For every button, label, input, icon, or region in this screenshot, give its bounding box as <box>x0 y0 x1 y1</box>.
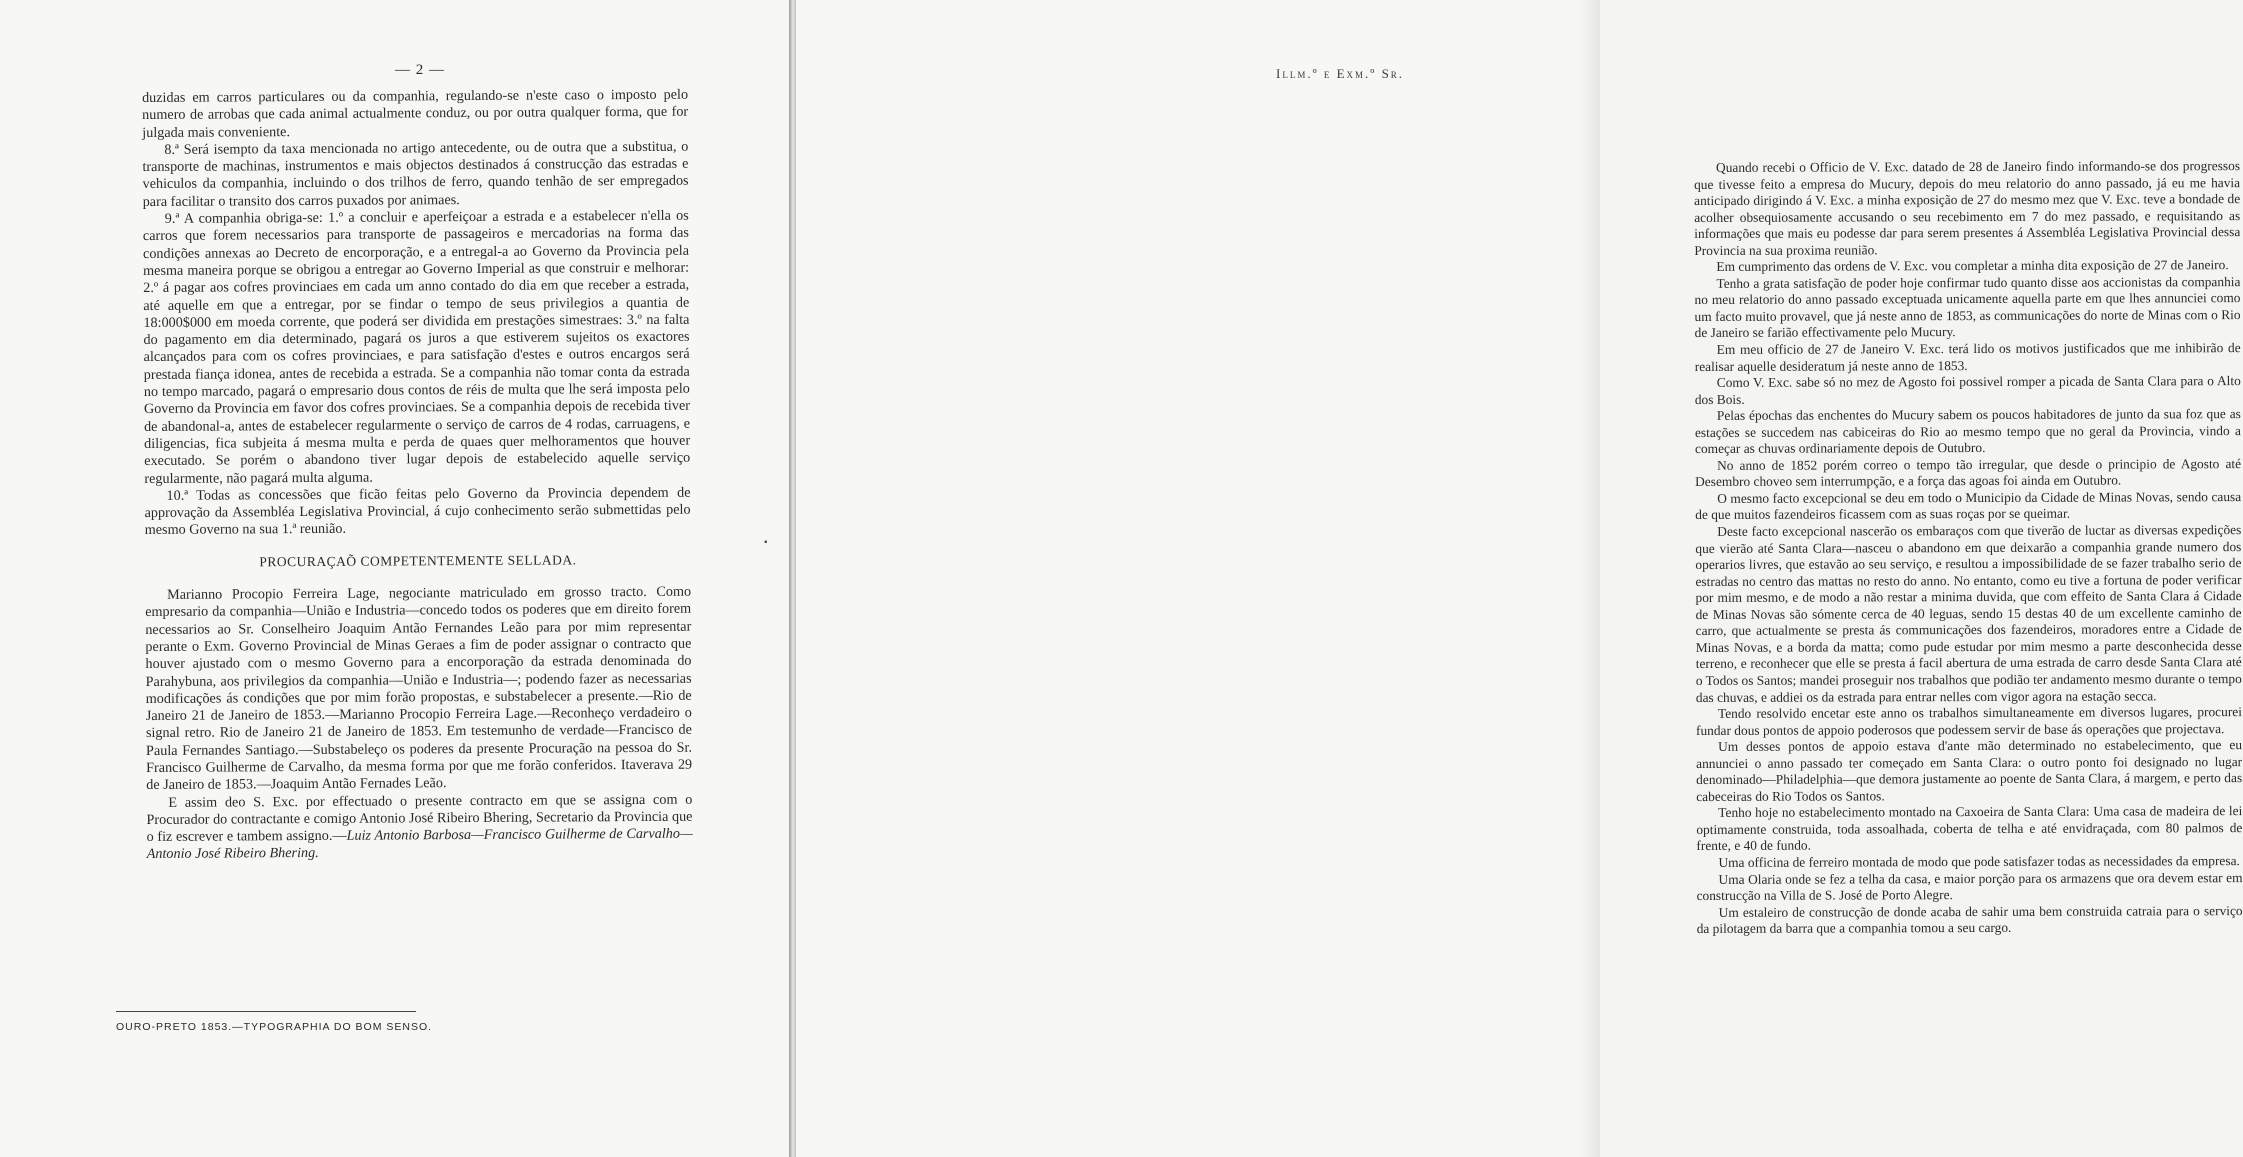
closing-text: E assim deo S. Exc. por effectuado o presente contracto em que se assigna com o Procurador do contractante e comigo Antonio José Ribeiro Bhering, Secretario da Provincia que o fiz escrever e tambem assigno.— <box>146 791 693 846</box>
paragraph-6: Pelas épochas das enchentes do Mucury sabem os poucos habitadores de junto da sua foz que as estações se succedem nas cabiceiras do Rio ao mesmo tempo que no geral da Provincia, vindo a começar as chuvas ordinariamente depois de Outubro. <box>1694 406 2241 457</box>
paragraph-article-8: 8.ª Será isempto da taxa mencionada no artigo antecedente, ou de outra que a substitua, o transporte de machinas, instrumentos e mais objectos destinados á construcção das estradas e vehiculos da companhia, incluindo o dos trilhos de ferro, quando tenhão de ser empregados para facilitar o transito dos carros puxados por animaes. <box>142 138 689 210</box>
running-head: Illm.º e Exm.º Sr. <box>1276 66 1405 81</box>
paragraph-2: Em cumprimento das ordens de V. Exc. vou completar a minha dita exposição de 27 de Janeiro. <box>1716 257 2229 275</box>
signatures: Luiz Antonio Barbosa—Francisco Guilherme de Carvalho—Antonio José Ribeiro Bhering. <box>146 825 693 863</box>
right-page <box>796 0 2243 1157</box>
paragraph-procuracao: Marianno Procopio Ferreira Lage, negociante matriculado em grosso tracto. Como empresario da companhia—União e Industria—concedo todos os poderes que em direito forem necessarios ao Sr. Conselheiro Joaquim Antão Fernandes Leão para por mim representar perante o Exm. Governo Provincial de Minas Geraes a fim de poder assignar o contracto que houver ajustado com o mesmo Governo para a encorporação da estrada denominada do Parahybuna, aos privilegios da companhia—União e Industria—; podendo fazer as necessarias modificações ás condições que por mim forão propostas, e substabelecer a presente.—Rio de Janeiro 21 de Janeiro de 1853.—Marianno Procopio Ferreira Lage.—Reconheço verdadeiro o signal retro. Rio de Janeiro 21 de Janeiro de 1853. Em testemunho de verdade—Francisco de Paula Fernandes Santiago.—Substabeleço os poderes da presente Procuração na pessoa do Sr. Francisco Guilherme de Carvalho, da mesma forma por que me forão conferidos. Itaverava 29 de Janeiro de 1853.—Joaquim Antão Fernades Leão. <box>145 583 693 794</box>
right-text-column <box>1694 158 2243 938</box>
page-edge <box>1578 0 1600 1157</box>
paragraph-10: Tendo resolvido encetar este anno os trabalhos simultaneamente em diversos lugares, procurei fundar dous pontos de appoio poderosos que podessem servir de base ás operações que projectava. <box>1695 704 2242 738</box>
book-gutter <box>789 0 796 1157</box>
paragraph-closing <box>146 791 692 864</box>
footer-rule <box>116 1011 416 1012</box>
paragraph-8: O mesmo facto excepcional se deu em todo o Municipio da Cidade de Minas Novas, sendo causa de que muitos fazendeiros ficassem com as suas roças por se queimar. <box>1695 489 2242 523</box>
paragraph-9: Deste facto excepcional nascerão os embaraços com que tiverão de luctar as diversas expedições que vierão até Santa Clara—nasceu o abandono em que deixarão a companhia grande numero dos operarios livres, que estavão ao seu serviço, e resultou a impossibilidade de se fazer trabalho serio de estradas no centro das mattas no resto do anno. No entanto, como eu tive a fortuna de poder verificar por mim mesmo, e de modo a não restar a minima duvida, que com effeito de Santa Clara á Cidade de Minas Novas são sómente cerca de 40 leguas, sendo 15 destas 40 de um excellente caminho de carro, que actualmente se presta ás communicações dos fazendeiros, moradores entre a Cidade de Minas Novas, e a borda da matta; como pude estudar por mim mesmo a parte desconhecida desse terreno, e reconhecer que elle se presta á facil abertura de uma estrada de carro desde Santa Clara até o Todos os Santos; mandei proseguir nos trabalhos que podião ter andamento mesmo durante o tempo das chuvas, e addiei os da estrada para entrar nelles com vigor agora na estação secca. <box>1695 522 2242 705</box>
paragraph-1: Quando recebi o Officio de V. Exc. datado de 28 de Janeiro findo informando-se dos progressos que tivesse feito a empresa do Mucury, depois do meu relatorio do anno passado, já eu me havia anticipado dirigindo á V. Exc. a minha exposição de 27 do mesmo mez que V. Exc. teve a bondade de acolher obsequiosamente accusando o seu recebimento em 7 do mez passado, e requisitando as informações que mais eu podesse dar para serem presentes á Assembléa Legislativa Provincial dessa Provincia na sua proxima reunião. <box>1694 158 2241 258</box>
paragraph-15: Um estaleiro de construcção de donde acaba de sahir uma bem construida catraia para o serviço da pilotagem da barra que a companhia tomou a seu cargo. <box>1696 902 2243 937</box>
page-number: — 2 — <box>395 62 445 78</box>
paragraph-continuation: duzidas em carros particulares ou da companhia, regulando-se n'este caso o imposto pelo numero de arrobas que cada animal actualmente conduz, ou por outra qualquer forma, que for julgada mais conveniente. <box>142 86 689 141</box>
gutter-mark-left: ▪ <box>764 537 768 548</box>
paragraph-5: Como V. Exc. sabe só no mez de Agosto foi possivel romper a picada de Santa Clara para o Alto dos Bois. <box>1694 373 2241 407</box>
left-text-column <box>142 87 693 864</box>
section-title: PROCURAÇAÕ COMPETENTEMENTE SELLADA. <box>259 552 577 570</box>
left-page <box>0 0 790 1157</box>
paragraph-4: Em meu officio de 27 de Janeiro V. Exc. terá lido os motivos justificados que me inhibirão de realisar aquelle desideratum já neste anno de 1853. <box>1694 340 2241 374</box>
printer-imprint: OURO-PRETO 1853.—TYPOGRAPHIA DO BOM SENSO. <box>116 1021 433 1033</box>
paragraph-11: Um desses pontos de appoio estava d'ante mão determinado no estabelecimento, que eu annunciei o anno passado ter começado em Santa Clara: o outro ponto foi designado no lugar denominado—Philadelphia—que demora justamente ao poente de Santa Clara, á margem, e perto das cabeceiras do Rio Todos os Santos. <box>1696 737 2243 804</box>
paragraph-13: Uma officina de ferreiro montada de modo que pode satisfazer todas as necessidades da empresa. <box>1718 853 2240 870</box>
paragraph-7: No anno de 1852 porém correo o tempo tão irregular, que desde o principio de Agosto até Desembro choveo sem interrumpção, e a força das agoas foi ainda em Outubro. <box>1695 455 2242 490</box>
paragraph-3: Tenho a grata satisfação de poder hoje confirmar tudo quanto disse aos accionistas da companhia no meu relatorio do anno passado exceptuada unicamente aquella parte em que lhes annunciei como um facto muito provavel, que já neste anno de 1853, as communicações do norte de Minas com o Rio de Janeiro se farião effectivamente pelo Mucury. <box>1694 273 2241 341</box>
paragraph-article-9: 9.ª A companhia obriga-se: 1.º a concluir e aperfeiçoar a estrada e a estabelecer n'ella os carros que forem necessarios para transporte de passageiros e mercadorias na forma das condições annexas ao Decreto de encorporação, e a entregal-a ao Governo da Provincia pela mesma maneira porque se obrigou a entregar ao Governo Imperial as que construir e melhorar: 2.º á pagar aos cofres provinciaes em cada um anno contado do dia em que receber a estrada, até aquelle em que a entregar, por se findar o tempo de seus privilegios a quantia de 18:000$000 em moeda corrente, que poderá ser dividida em prestações simestraes: 3.º na falta do pagamento em dia determinado, pagará os juros a que estiverem sujeitos os exactores alcançados para com os cofres provinciaes, e para satisfação d'estes e outros encargos será prestada fiança idonea, antes de recebida a estrada. Se a companhia não tomar conta da estrada no tempo marcado, pagará o empresario dous contos de réis de multa que lhe será imposta pelo Governo da Provincia em favor dos cofres provinciaes. Se a companhia depois de recebida tiver de abandonal-a, antes de estabelecer regularmente o serviço de carros de 4 rodas, carruagens, e diligencias, fica subjeita á mesma multa e perda de quaes quer melhoramentos que houver executado. Se porém o abandono tiver lugar depois de estabelecido aquelle serviço regularmente, não pagará multa alguma. <box>142 207 691 487</box>
paragraph-article-10: 10.ª Todas as concessões que ficão feitas pelo Governo da Provincia dependem de approvação da Assembléa Legislativa Provincial, á cujo conhecimento serão submettidas pelo mesmo Governo na sua 1.ª reunião. <box>144 484 691 539</box>
paragraph-12: Tenho hoje no estabelecimento montado na Caxoeira de Santa Clara: Uma casa de madeira de lei optimamente construida, toda assoalhada, coberta de telha e até envidraçada, com 80 palmos de frente, e 40 de fundo. <box>1696 803 2243 854</box>
paragraph-14: Uma Olaria onde se fez a telha da casa, e maior porção para os armazens que ora devem estar em construcção na Villa de S. José de Porto Alegre. <box>1696 869 2243 904</box>
